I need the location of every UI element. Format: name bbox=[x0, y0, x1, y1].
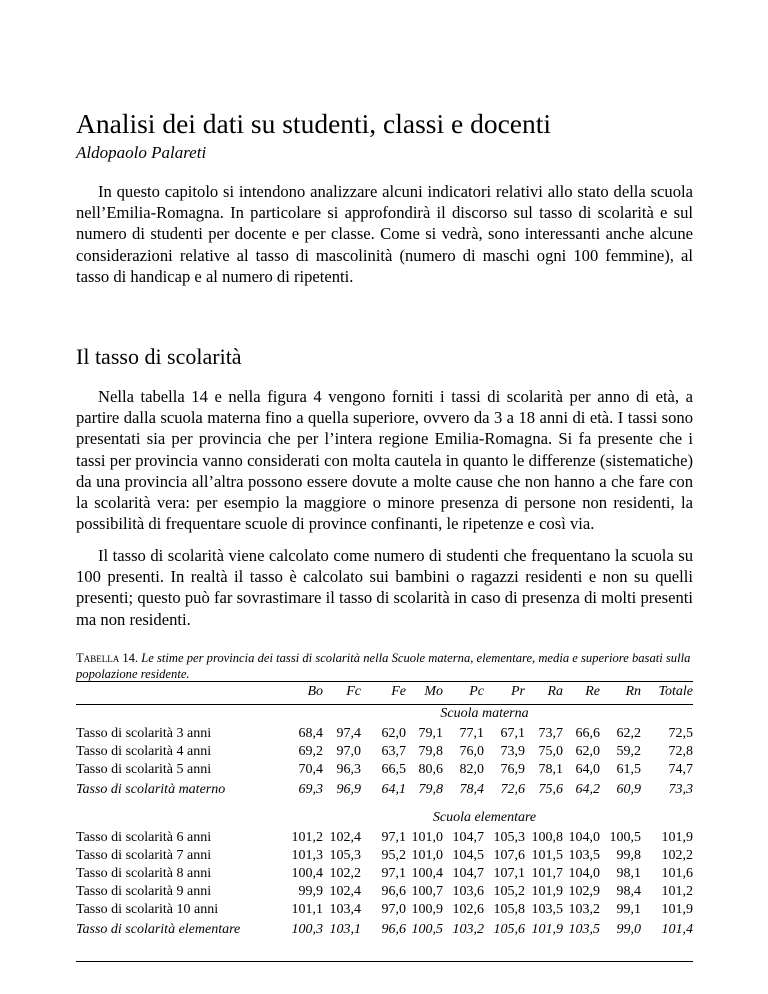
table-cell: 100,7 bbox=[411, 884, 443, 899]
table-cell: 101,9 bbox=[531, 922, 563, 937]
table-cell: 101,5 bbox=[531, 848, 563, 863]
table-cell: 105,6 bbox=[493, 922, 525, 937]
table-cell: 95,2 bbox=[381, 848, 406, 863]
table-cell: 104,0 bbox=[568, 830, 600, 845]
table-cell: 100,5 bbox=[411, 922, 443, 937]
column-header: Ra bbox=[547, 684, 563, 699]
table-cell: 103,5 bbox=[568, 848, 600, 863]
row-label: Tasso di scolarità 10 anni bbox=[76, 902, 219, 917]
table-cell: 77,1 bbox=[459, 726, 484, 741]
table-row bbox=[76, 829, 693, 847]
table-cell: 102,4 bbox=[329, 830, 361, 845]
table-cell: 62,2 bbox=[616, 726, 641, 741]
table-cell: 61,5 bbox=[616, 762, 641, 777]
table-cell: 70,4 bbox=[298, 762, 323, 777]
table-cell: 79,1 bbox=[418, 726, 443, 741]
row-label: Tasso di scolarità elementare bbox=[76, 922, 241, 937]
table-cell: 100,8 bbox=[531, 830, 563, 845]
column-header: Bo bbox=[307, 684, 323, 699]
table-cell: 100,5 bbox=[609, 830, 641, 845]
table-cell: 64,0 bbox=[575, 762, 600, 777]
table-cell: 78,1 bbox=[538, 762, 563, 777]
chapter-author: Aldopaolo Palareti bbox=[76, 143, 207, 162]
table-cell: 74,7 bbox=[668, 762, 693, 777]
row-label: Tasso di scolarità 9 anni bbox=[76, 884, 212, 899]
table-cell: 101,4 bbox=[661, 922, 693, 937]
table-cell: 72,5 bbox=[668, 726, 693, 741]
table-cell: 101,9 bbox=[531, 884, 563, 899]
table-cell: 101,7 bbox=[531, 866, 563, 881]
table-cell: 75,0 bbox=[538, 744, 563, 759]
table-cell: 79,8 bbox=[418, 782, 443, 797]
table-cell: 97,1 bbox=[381, 866, 406, 881]
column-header: Pc bbox=[469, 684, 484, 699]
table-cell: 103,4 bbox=[329, 902, 361, 917]
table-cell: 105,8 bbox=[493, 902, 525, 917]
table-row bbox=[76, 883, 693, 901]
table-cell: 101,1 bbox=[291, 902, 323, 917]
table-cell: 107,1 bbox=[493, 866, 525, 881]
table-cell: 103,2 bbox=[568, 902, 600, 917]
table-cell: 64,1 bbox=[381, 782, 406, 797]
section-name: Scuola materna bbox=[440, 706, 529, 721]
table-cell: 96,6 bbox=[381, 922, 406, 937]
table-cell: 72,6 bbox=[500, 782, 525, 797]
table-cell: 104,0 bbox=[568, 866, 600, 881]
table-bottom-rule bbox=[76, 961, 693, 962]
column-header: Re bbox=[585, 684, 600, 699]
table-cell: 104,7 bbox=[452, 866, 484, 881]
table-cell: 97,0 bbox=[336, 744, 361, 759]
table-cell: 66,5 bbox=[381, 762, 406, 777]
column-header: Mo bbox=[424, 684, 443, 699]
table-cell: 96,3 bbox=[336, 762, 361, 777]
table-cell: 102,4 bbox=[329, 884, 361, 899]
table-cell: 107,6 bbox=[493, 848, 525, 863]
column-header: Fc bbox=[346, 684, 361, 699]
table-cell: 80,6 bbox=[418, 762, 443, 777]
table-cell: 99,9 bbox=[298, 884, 323, 899]
table-cell: 104,5 bbox=[452, 848, 484, 863]
table-cell: 73,3 bbox=[668, 782, 693, 797]
table-cell: 64,2 bbox=[575, 782, 600, 797]
table-cell: 101,9 bbox=[661, 902, 693, 917]
table-cell: 96,6 bbox=[381, 884, 406, 899]
table-header-row bbox=[76, 681, 693, 703]
total-row bbox=[76, 779, 693, 801]
table-cell: 79,8 bbox=[418, 744, 443, 759]
section-header-row bbox=[76, 807, 693, 829]
table-cell: 60,9 bbox=[616, 782, 641, 797]
column-header: Totale bbox=[658, 684, 693, 699]
total-row bbox=[76, 919, 693, 941]
table-cell: 102,9 bbox=[568, 884, 600, 899]
table-cell: 82,0 bbox=[459, 762, 484, 777]
table-cell: 101,2 bbox=[291, 830, 323, 845]
table-cell: 101,6 bbox=[661, 866, 693, 881]
table-cell: 103,5 bbox=[568, 922, 600, 937]
chapter-title: Analisi dei dati su studenti, classi e docenti bbox=[76, 108, 552, 139]
table-cell: 103,1 bbox=[329, 922, 361, 937]
table-cell: 103,2 bbox=[452, 922, 484, 937]
table-cell: 103,5 bbox=[531, 902, 563, 917]
table-cell: 98,4 bbox=[616, 884, 641, 899]
table-cell: 101,0 bbox=[411, 830, 443, 845]
table-body bbox=[76, 703, 693, 941]
section-name: Scuola elementare bbox=[432, 810, 537, 825]
table-cell: 101,9 bbox=[661, 830, 693, 845]
table-cell: 100,4 bbox=[411, 866, 443, 881]
table-cell: 99,0 bbox=[616, 922, 641, 937]
table-cell: 62,0 bbox=[381, 726, 406, 741]
table-cell: 73,7 bbox=[538, 726, 563, 741]
table-cell: 97,4 bbox=[336, 726, 361, 741]
table-cell: 104,7 bbox=[452, 830, 484, 845]
table-cell: 97,0 bbox=[381, 902, 406, 917]
table-cell: 68,4 bbox=[298, 726, 323, 741]
table-cell: 100,3 bbox=[291, 922, 323, 937]
table-cell: 72,8 bbox=[668, 744, 693, 759]
table-row bbox=[76, 847, 693, 865]
table-caption-text: Le stime per provincia dei tassi di scolarità nella Scuole materna, elementare, media e superiore basati sulla popolazione residente. bbox=[76, 651, 691, 681]
table-cell: 75,6 bbox=[538, 782, 563, 797]
table-cell: 101,0 bbox=[411, 848, 443, 863]
table-cell: 99,1 bbox=[616, 902, 641, 917]
table-cell: 76,9 bbox=[500, 762, 525, 777]
table-cell: 102,2 bbox=[329, 866, 361, 881]
table-cell: 98,1 bbox=[616, 866, 641, 881]
table-row bbox=[76, 743, 693, 761]
row-label: Tasso di scolarità materno bbox=[76, 782, 226, 797]
body-paragraph-1: Nella tabella 14 e nella figura 4 vengono forniti i tassi di scolarità per anno di età, a partire dalla scuola materna fino a quella superiore, ovvero da 3 a 18 anni di età. I tassi sono presentati sia per provincia che per l’intera regione Emilia-Romagna. Si fa presente che i tassi per provincia vanno considerati con molta cautela in quanto le differenze (sistematiche) da una provincia all’altra possono essere dovute a molte cause che non hanno a che fare con la scolarità vera: per esempio la maggiore o minore presenza di persone non residenti, la possibilità di frequentare scuole di province confinanti, le ripetenze e così via. bbox=[76, 387, 693, 534]
table-row bbox=[76, 865, 693, 883]
table-cell: 73,9 bbox=[500, 744, 525, 759]
table-cell: 103,6 bbox=[452, 884, 484, 899]
table-cell: 102,2 bbox=[661, 848, 693, 863]
row-label: Tasso di scolarità 7 anni bbox=[76, 848, 212, 863]
table-cell: 63,7 bbox=[381, 744, 406, 759]
table-cell: 101,2 bbox=[661, 884, 693, 899]
row-label: Tasso di scolarità 5 anni bbox=[76, 762, 212, 777]
table-cell: 105,3 bbox=[493, 830, 525, 845]
scolarita-table bbox=[76, 681, 693, 941]
table-cell: 69,3 bbox=[298, 782, 323, 797]
row-label: Tasso di scolarità 6 anni bbox=[76, 830, 212, 845]
table-cell: 99,8 bbox=[616, 848, 641, 863]
table-caption bbox=[76, 650, 693, 682]
table-cell: 102,6 bbox=[452, 902, 484, 917]
table-cell: 59,2 bbox=[616, 744, 641, 759]
table-cell: 96,9 bbox=[336, 782, 361, 797]
table-cell: 76,0 bbox=[459, 744, 484, 759]
row-label: Tasso di scolarità 3 anni bbox=[76, 726, 212, 741]
table-cell: 105,3 bbox=[329, 848, 361, 863]
table-cell: 100,9 bbox=[411, 902, 443, 917]
column-header: Pr bbox=[511, 684, 525, 699]
table-caption-label: Tabella 14. bbox=[76, 651, 139, 665]
header-blank bbox=[76, 681, 276, 703]
table-cell: 78,4 bbox=[459, 782, 484, 797]
column-header: Rn bbox=[625, 684, 641, 699]
table-row bbox=[76, 725, 693, 743]
table-row bbox=[76, 901, 693, 919]
column-header: Fe bbox=[391, 684, 406, 699]
section-header-row bbox=[76, 703, 693, 725]
table-cell: 101,3 bbox=[291, 848, 323, 863]
table-cell: 97,1 bbox=[381, 830, 406, 845]
section-title: Il tasso di scolarità bbox=[76, 344, 242, 369]
table-cell: 62,0 bbox=[575, 744, 600, 759]
table-cell: 67,1 bbox=[500, 726, 525, 741]
table-cell: 100,4 bbox=[291, 866, 323, 881]
table-row bbox=[76, 761, 693, 779]
table-cell: 105,2 bbox=[493, 884, 525, 899]
row-label: Tasso di scolarità 8 anni bbox=[76, 866, 212, 881]
intro-paragraph: In questo capitolo si intendono analizzare alcuni indicatori relativi allo stato della scuola nell’Emilia-Romagna. In particolare si approfondirà il discorso sul tasso di scolarità e sul numero di studenti per docente e per classe. Come si vedrà, sono interessanti anche alcune considerazioni relative al tasso di mascolinità (numero di maschi ogni 100 femmine), al tasso di handicap e al numero di ripetenti. bbox=[76, 182, 693, 286]
row-label: Tasso di scolarità 4 anni bbox=[76, 744, 212, 759]
table-cell: 69,2 bbox=[298, 744, 323, 759]
body-paragraph-2: Il tasso di scolarità viene calcolato come numero di studenti che frequentano la scuola su 100 presenti. In realtà il tasso è calcolato sui bambini o ragazzi residenti e non su quelli presenti; questo può far sovrastimare il tasso di scolarità in caso di presenza di molti presenti ma non residenti. bbox=[76, 546, 693, 629]
table-cell: 66,6 bbox=[575, 726, 600, 741]
